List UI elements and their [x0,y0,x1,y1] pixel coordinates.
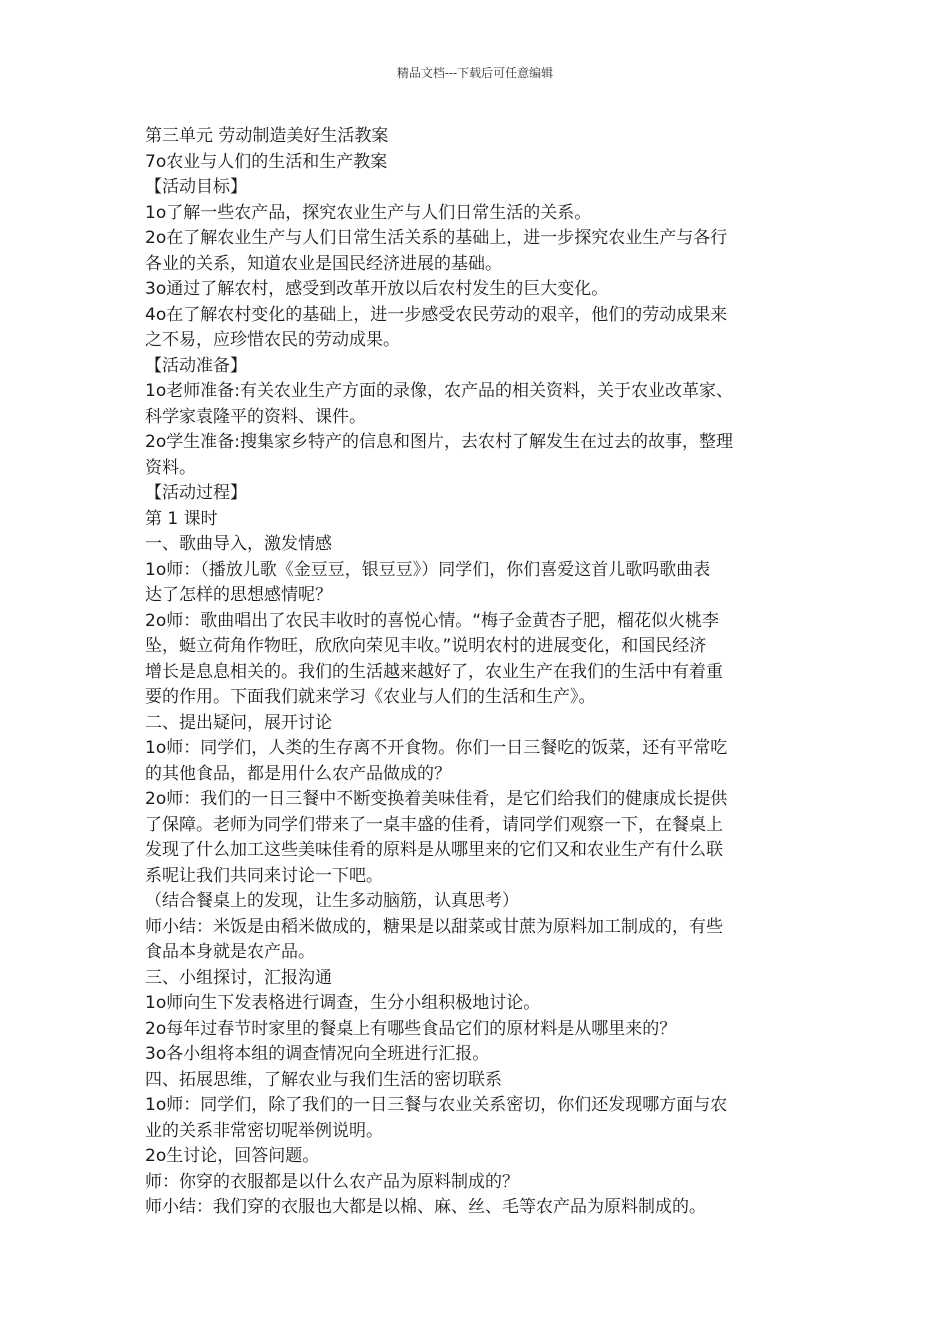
unit-title: 第三单元 劳动制造美好生活教案 [145,126,389,146]
text-line: 坠，蜓立荷角作物旺，欣欣向荣见丰收。”说明农村的进展变化，和国民经济 [145,636,707,656]
text-line: 业的关系非常密切呢举例说明。 [145,1120,383,1141]
lesson-title: 7ο农业与人们的生活和生产教案 [145,151,388,172]
text-line: 了保障。老师为同学们带来了一桌丰盛的佳肴，请同学们观察一下，在餐桌上 [145,814,723,835]
text-line: 各业的关系，知道农业是国民经济进展的基础。 [145,253,502,274]
text-line: 2ο每年过春节时家里的餐桌上有哪些食品它们的原材料是从哪里来的？ [145,1018,677,1039]
document-body [145,124,805,1221]
text-line: 系呢让我们共同来讨论一下吧。 [145,865,383,886]
text-line: （结合餐桌上的发现，让生多动脑筋，认真思考） [145,891,519,911]
lesson-period: 第 1 课时 [145,508,218,529]
text-line: 师小结：米饭是由稻米做成的，糖果是以甜菜或甘蔗为原料加工制成的，有些 [145,916,723,937]
text-line: 科学家袁隆平的资料、课件。 [145,406,366,427]
text-line: 3ο各小组将本组的调查情况向全班进行汇报。 [145,1044,490,1064]
text-line: 要的作用。下面我们就来学习《农业与人们的生活和生产》。 [145,687,596,707]
text-line: 2ο师：我们的一日三餐中不断变换着美味佳肴，是它们给我们的健康成长提供 [145,789,728,809]
text-line: 师：你穿的衣服都是以什么农产品为原料制成的？ [145,1171,519,1192]
text-line: 的其他食品，都是用什么农产品做成的？ [145,763,451,784]
section-heading-preparation: 【活动准备】 [145,355,247,376]
text-line: 2ο生讨论，回答问题。 [145,1146,320,1166]
subsection-heading: 二、提出疑问，展开讨论 [145,712,332,733]
text-line: 达了怎样的思想感情呢？ [145,585,332,605]
text-line: 1ο师向生下发表格进行调查，生分小组积极地讨论。 [145,993,541,1013]
text-line: 2ο在了解农业生产与人们日常生活关系的基础上，进一步探究农业生产与各行 [145,228,728,248]
subsection-heading: 一、歌曲导入，激发情感 [145,534,332,554]
page-header-note: 精品文档---下载后可任意编辑 [396,66,554,80]
section-heading-process: 【活动过程】 [145,483,247,503]
text-line: 2ο师：歌曲唱出了农民丰收时的喜悦心情。“梅子金黄杏子肥，榴花似火桃李 [145,610,720,631]
text-line: 1ο老师准备:有关农业生产方面的录像，农产品的相关资料，关于农业改革家、 [145,381,733,401]
text-line: 资料。 [145,457,196,478]
text-line: 1ο师：同学们，人类的生存离不开食物。你们一日三餐吃的饭菜，还有平常吃 [145,738,728,758]
text-line: 1ο师：同学们，除了我们的一日三餐与农业关系密切，你们还发现哪方面与农 [145,1095,728,1115]
text-line: 2ο学生准备:搜集家乡特产的信息和图片，去农村了解发生在过去的故事，整理 [145,432,733,452]
text-line: 食品本身就是农产品。 [145,942,315,962]
text-line: 之不易，应珍惜农民的劳动成果。 [145,330,400,350]
text-line: 发现了什么加工这些美味佳肴的原料是从哪里来的它们又和农业生产有什么联 [145,840,723,860]
text-line: 增长是息息相关的。我们的生活越来越好了，农业生产在我们的生活中有着重 [145,661,723,682]
subsection-heading: 三、小组探讨，汇报沟通 [145,967,332,988]
subsection-heading: 四、拓展思维，了解农业与我们生活的密切联系 [145,1069,502,1090]
text-line: 3ο通过了解农村，感受到改革开放以后农村发生的巨大变化。 [145,279,609,299]
section-heading-goals: 【活动目标】 [145,177,247,197]
text-line: 师小结：我们穿的衣服也大都是以棉、麻、丝、毛等农产品为原料制成的。 [145,1197,706,1217]
text-line: 1ο了解一些农产品，探究农业生产与人们日常生活的关系。 [145,202,592,223]
text-line: 4ο在了解农村变化的基础上，进一步感受农民劳动的艰辛，他们的劳动成果来 [145,304,728,325]
text-line: 1ο师：（播放儿歌《金豆豆，银豆豆》）同学们，你们喜爱这首儿歌吗歌曲表 [145,559,711,580]
